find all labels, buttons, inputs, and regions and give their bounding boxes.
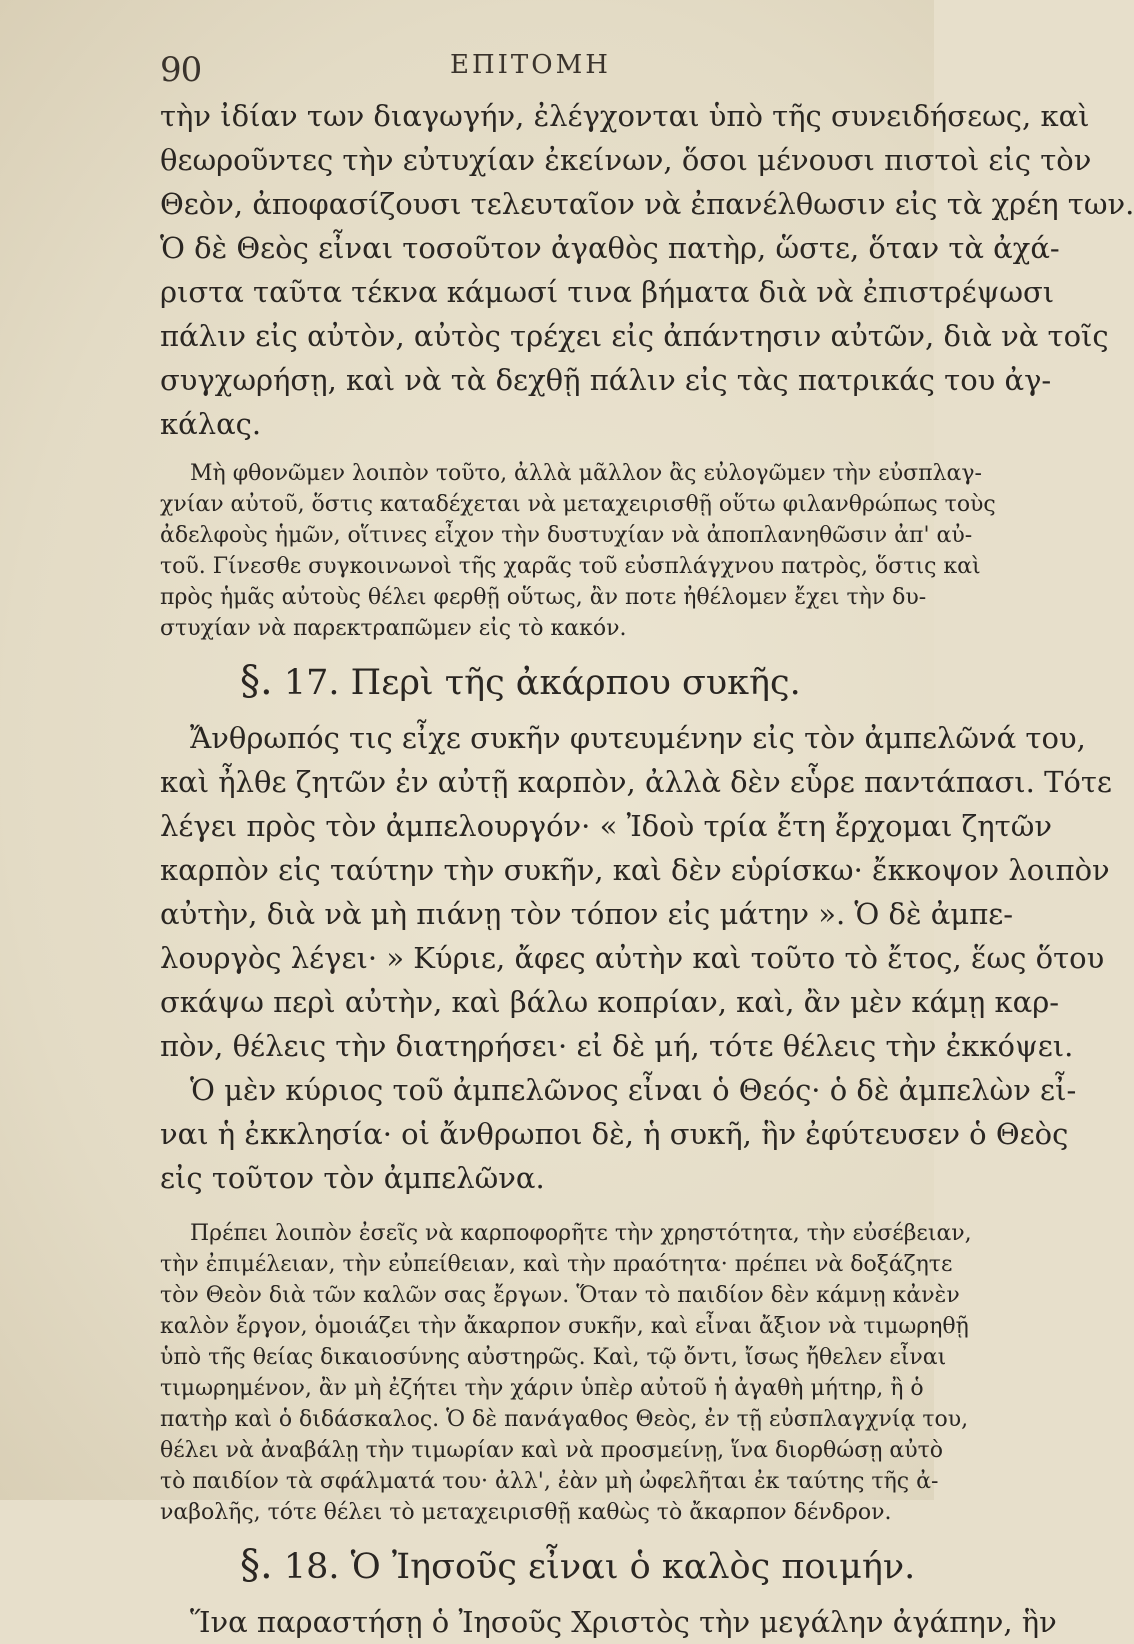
text-line: εἰς τοῦτον τὸν ἀμπελῶνα. bbox=[160, 1161, 545, 1195]
note-line: τὴν ἐπιμέλειαν, τὴν εὐπείθειαν, καὶ τὴν πραότητα· πρέπει νὰ δοξάζητε bbox=[160, 1252, 953, 1277]
section-heading-17 bbox=[240, 652, 874, 712]
note-line: ὑπὸ τῆς θείας δικαιοσύνης αὐστηρῶς. Καὶ, τῷ ὄντι, ἴσως ἤθελεν εἶναι bbox=[160, 1345, 947, 1370]
text-line: Θεὸν, ἀποφασίζουσι τελευταῖον νὰ ἐπανέλθωσιν εἰς τὰ χρέη των. bbox=[160, 187, 1134, 221]
running-title: ΕΠΙΤΟΜΗ bbox=[450, 50, 611, 80]
section-title: Ὁ Ἰησοῦς εἶναι ὁ καλὸς ποιμήν. bbox=[350, 1547, 916, 1587]
text-line: Ἵνα παραστήσῃ ὁ Ἰησοῦς Χριστὸς τὴν μεγάλην ἀγάπην, ἣν bbox=[190, 1605, 1057, 1639]
note-line: πρὸς ἡμᾶς αὐτοὺς θέλει φερθῇ οὕτως, ἂν ποτε ἠθέλομεν ἔχει τὴν δυ- bbox=[160, 585, 927, 610]
section-heading-18 bbox=[240, 1536, 916, 1596]
section-number: 18. bbox=[283, 1547, 340, 1587]
text-line: συγχωρήσῃ, καὶ νὰ τὰ δεχθῇ πάλιν εἰς τὰς πατρικάς του ἀγ- bbox=[160, 363, 1052, 397]
text-line: πὸν, θέλεις τὴν διατηρήσει· εἰ δὲ μή, τότε θέλεις τὴν ἐκκόψει. bbox=[160, 1029, 1074, 1063]
section-sign: §. bbox=[240, 658, 273, 704]
text-line: Ὁ δὲ Θεὸς εἶναι τοσοῦτον ἀγαθὸς πατὴρ, ὥστε, ὅταν τὰ ἀχά- bbox=[160, 231, 1060, 265]
note-line: καλὸν ἔργον, ὁμοιάζει τὴν ἄκαρπον συκῆν, καὶ εἶναι ἄξιον νὰ τιμωρηθῇ bbox=[160, 1314, 969, 1339]
text-line: Ὁ μὲν κύριος τοῦ ἀμπελῶνος εἶναι ὁ Θεός· ὁ δὲ ἀμπελὼν εἶ- bbox=[190, 1073, 1077, 1107]
note-line: τιμωρημένον, ἂν μὴ ἐζήτει τὴν χάριν ὑπὲρ αὐτοῦ ἡ ἀγαθὴ μήτηρ, ἢ ὁ bbox=[160, 1376, 924, 1401]
text-line: κάλας. bbox=[160, 407, 262, 441]
text-line: τὴν ἰδίαν των διαγωγήν, ἐλέγχονται ὑπὸ τῆς συνειδήσεως, καὶ bbox=[160, 99, 1090, 133]
note-line: στυχίαν νὰ παρεκτραπῶμεν εἰς τὸ κακόν. bbox=[160, 616, 627, 641]
note-line: Πρέπει λοιπὸν ἐσεῖς νὰ καρποφορῆτε τὴν χρηστότητα, τὴν εὐσέβειαν, bbox=[190, 1221, 972, 1246]
note-paragraph-2 bbox=[160, 1218, 972, 1528]
section-number: 17. bbox=[283, 663, 340, 703]
note-line: πατὴρ καὶ ὁ διδάσκαλος. Ὁ δὲ πανάγαθος Θεὸς, ἐν τῇ εὐσπλαγχνίᾳ του, bbox=[160, 1407, 969, 1432]
note-line: τὸ παιδίον τὰ σφάλματά του· ἀλλ', ἐὰν μὴ ὠφελῆται ἐκ ταύτης τῆς ἀ- bbox=[160, 1469, 939, 1494]
text-line: ναι ἡ ἐκκλησία· οἱ ἄνθρωποι δὲ, ἡ συκῆ, ἣν ἐφύτευσεν ὁ Θεὸς bbox=[160, 1117, 1069, 1151]
text-line: αὐτὴν, διὰ νὰ μὴ πιάνῃ τὸν τόπον εἰς μάτην ». Ὁ δὲ ἀμπε- bbox=[160, 897, 1014, 931]
text-line: ριστα ταῦτα τέκνα κάμωσί τινα βήματα διὰ νὰ ἐπιστρέψωσι bbox=[160, 275, 1055, 309]
note-line: θέλει νὰ ἀναβάλῃ τὴν τιμωρίαν καὶ νὰ προσμείνῃ, ἵνα διορθώσῃ αὐτὸ bbox=[160, 1438, 944, 1463]
note-line: τὸν Θεὸν διὰ τῶν καλῶν σας ἔργων. Ὅταν τὸ παιδίον δὲν κάμνῃ κἀνὲν bbox=[160, 1283, 960, 1308]
page-header bbox=[160, 44, 874, 94]
paragraph-1 bbox=[160, 94, 1134, 446]
text-line: καρπὸν εἰς ταύτην τὴν συκῆν, καὶ δὲν εὑρίσκω· ἔκκοψον λοιπὸν bbox=[160, 853, 1110, 887]
note-line: ἀδελφοὺς ἡμῶν, οἵτινες εἶχον τὴν δυστυχίαν νὰ ἀποπλανηθῶσιν ἀπ' αὐ- bbox=[160, 523, 973, 548]
text-line: πάλιν εἰς αὐτὸν, αὐτὸς τρέχει εἰς ἀπάντησιν αὐτῶν, διὰ νὰ τοῖς bbox=[160, 319, 1109, 353]
text-line: λουργὸς λέγει· » Κύριε, ἄφες αὐτὴν καὶ τοῦτο τὸ ἔτος, ἕως ὅτου bbox=[160, 941, 1105, 975]
paragraph-4 bbox=[160, 1600, 1057, 1644]
section-sign: §. bbox=[240, 1542, 273, 1588]
text-line: λέγει πρὸς τὸν ἀμπελουργόν· « Ἰδοὺ τρία ἔτη ἔρχομαι ζητῶν bbox=[160, 809, 1052, 843]
note-line: χνίαν αὐτοῦ, ὅστις καταδέχεται νὰ μεταχειρισθῇ οὕτω φιλανθρώπως τοὺς bbox=[160, 492, 996, 517]
note-line: ναβολῆς, τότε θέλει τὸ μεταχειρισθῇ καθὼς τὸ ἄκαρπον δένδρον. bbox=[160, 1500, 892, 1525]
paragraph-2 bbox=[160, 716, 1112, 1068]
note-line: Μὴ φθονῶμεν λοιπὸν τοῦτο, ἀλλὰ μᾶλλον ἂς εὐλογῶμεν τὴν εὐσπλαγ- bbox=[190, 461, 982, 486]
text-line: Ἄνθρωπός τις εἶχε συκῆν φυτευμένην εἰς τὸν ἀμπελῶνά του, bbox=[190, 721, 1086, 755]
page-number: 90 bbox=[160, 50, 202, 90]
note-paragraph-1 bbox=[160, 458, 996, 644]
text-line: σκάψω περὶ αὐτὴν, καὶ βάλω κοπρίαν, καὶ, ἂν μὲν κάμῃ καρ- bbox=[160, 985, 1060, 1019]
section-title: Περὶ τῆς ἀκάρπου συκῆς. bbox=[350, 663, 801, 703]
note-line: τοῦ. Γίνεσθε συγκοινωνοὶ τῆς χαρᾶς τοῦ εὐσπλάγχνου πατρὸς, ὅστις καὶ bbox=[160, 554, 981, 579]
text-line: θεωροῦντες τὴν εὐτυχίαν ἐκείνων, ὅσοι μένουσι πιστοὶ εἰς τὸν bbox=[160, 143, 1092, 177]
paragraph-3 bbox=[160, 1068, 1077, 1200]
text-line: καὶ ἦλθε ζητῶν ἐν αὐτῇ καρπὸν, ἀλλὰ δὲν εὗρε παντάπασι. Τότε bbox=[160, 765, 1112, 799]
